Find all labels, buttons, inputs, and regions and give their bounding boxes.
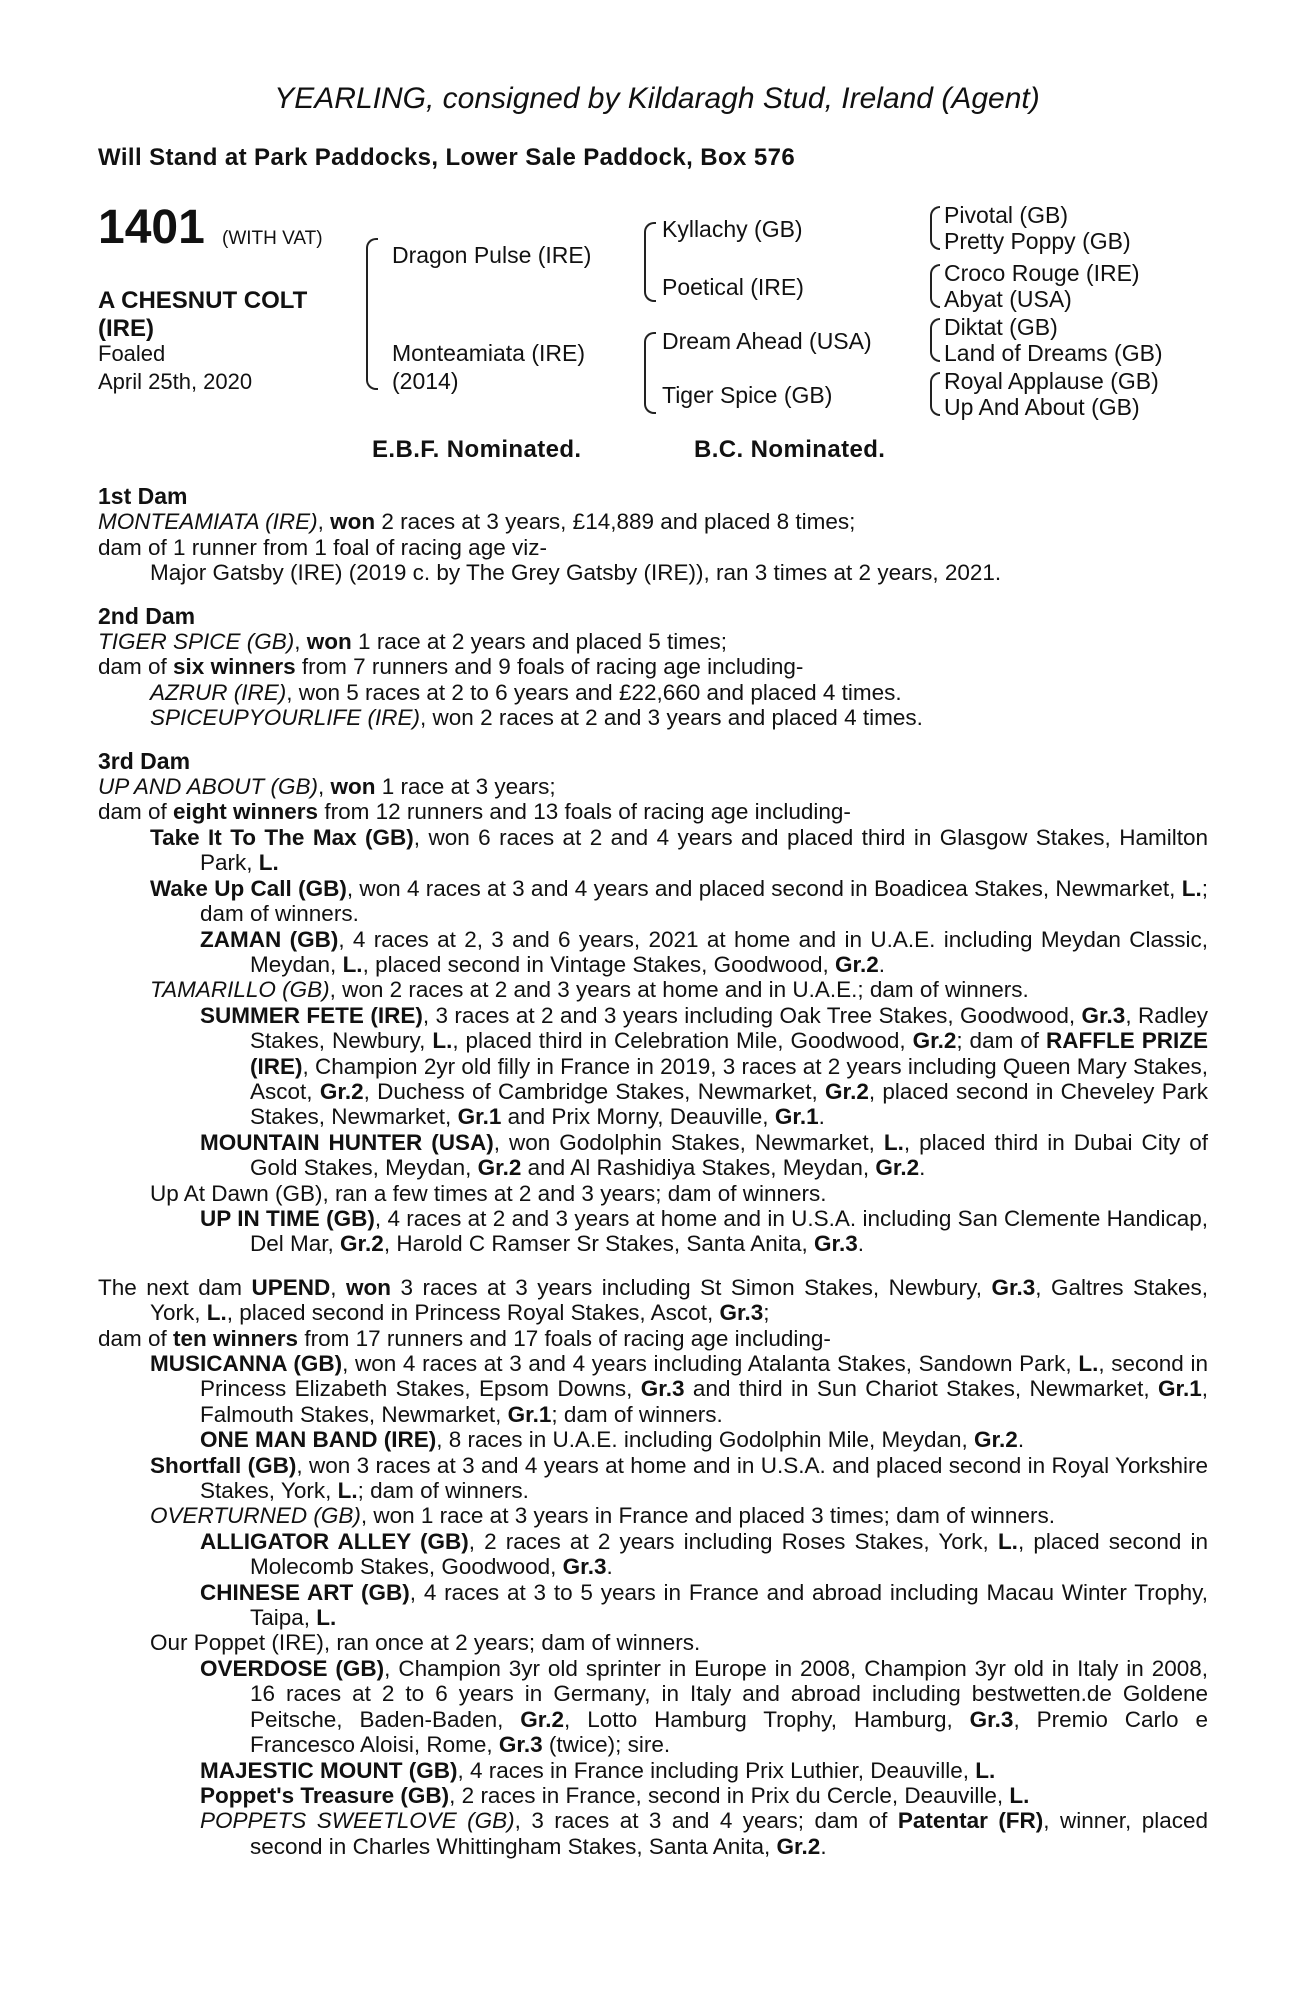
lot-description-line2: (IRE): [98, 315, 154, 342]
dam-produce-summary: dam of eight winners from 12 runners and 13 foals of racing age including-: [98, 799, 851, 825]
pedigree-brace-sire: [644, 222, 656, 302]
pedigree-g6: Land of Dreams (GB): [944, 340, 1163, 366]
list-item: CHINESE ART (GB), 4 races at 3 to 5 years in France and abroad including Macau Winter Trophy, Taipa, L.: [200, 1579, 1208, 1631]
list-item: TAMARILLO (GB), won 2 races at 2 and 3 years at home and in U.A.E.; dam of winners.: [150, 977, 1029, 1003]
pedigree-brace-dam: [644, 332, 656, 414]
list-item: SPICEUPYOURLIFE (IRE), won 2 races at 2 and 3 years and placed 4 times.: [150, 705, 923, 731]
pedigree-g3: Croco Rouge (IRE): [944, 260, 1140, 286]
vat-note: (WITH VAT): [222, 228, 323, 249]
pedigree-brace-main: [366, 238, 378, 390]
pedigree-g4: Abyat (USA): [944, 286, 1072, 312]
section-heading: 1st Dam: [98, 483, 188, 509]
list-item: Up At Dawn (GB), ran a few times at 2 and 3 years; dam of winners.: [150, 1180, 827, 1206]
consignor-header: YEARLING, consigned by Kildaragh Stud, Ireland (Agent): [274, 82, 1040, 115]
produce-record: [98, 484, 1208, 1859]
dam-produce-summary: dam of six winners from 7 runners and 9 foals of racing age including-: [98, 654, 804, 680]
pedigree-g2: Pretty Poppy (GB): [944, 228, 1131, 254]
pedigree-dam: Monteamiata (IRE): [392, 340, 586, 366]
pedigree-brace-g1: [930, 206, 940, 250]
dam-record: TIGER SPICE (GB), won 1 race at 2 years and placed 5 times;: [98, 629, 728, 655]
third-dam-section: [98, 749, 1208, 1257]
pedigree-brace-g4: [930, 372, 940, 416]
list-item: MUSICANNA (GB), won 4 races at 3 and 4 years including Atalanta Stakes, Sandown Park, L., second in Princess Elizabeth Stakes, Epsom Downs, Gr.3 and third in Sun Chariot Stakes, Newmarket, Gr.1, Falmouth Stakes, Newmarket, Gr.1; dam of winners.: [150, 1351, 1208, 1427]
dam-produce-summary: dam of 1 runner from 1 foal of racing age viz-: [98, 534, 547, 560]
list-item: OVERDOSE (GB), Champion 3yr old sprinter in Europe in 2008, Champion 3yr old in Italy in 2008, 16 races at 2 to 6 years in Germany, in Italy and abroad including bestwetten.de Goldene Peitsche, Baden-Baden, Gr.2, Lotto Hamburg Trophy, Hamburg, Gr.3, Premio Carlo e Francesco Aloisi, Rome, Gr.3 (twice); sire.: [200, 1655, 1209, 1758]
horse-name: MONTEAMIATA (IRE): [98, 509, 318, 535]
pedigree-dam-dam: Tiger Spice (GB): [662, 382, 833, 408]
list-item: Poppet's Treasure (GB), 2 races in France, second in Prix du Cercle, Deauville, L.: [200, 1782, 1030, 1808]
dam-record: The next dam UPEND, won 3 races at 3 years including St Simon Stakes, Newbury, Gr.3, Galtres Stakes, York, L., placed second in Princess Royal Stakes, Ascot, Gr.3;: [98, 1274, 1209, 1326]
list-item: Our Poppet (IRE), ran once at 2 years; dam of winners.: [150, 1630, 701, 1656]
pedigree-sire-dam: Poetical (IRE): [662, 274, 804, 300]
list-item: POPPETS SWEETLOVE (GB), 3 races at 3 and 4 years; dam of Patentar (FR), winner, placed second in Charles Whittingham Stakes, Santa Anita, Gr.2.: [200, 1808, 1208, 1859]
list-item: Take It To The Max (GB), won 6 races at 2 and 4 years and placed third in Glasgow Stakes, Hamilton Park, L.: [150, 824, 1208, 876]
foaled-label: Foaled: [98, 341, 166, 366]
ebf-nomination: E.B.F. Nominated.: [372, 436, 582, 463]
list-item: MOUNTAIN HUNTER (USA), won Godolphin Stakes, Newmarket, L., placed third in Dubai City of Gold Stakes, Meydan, Gr.2 and Al Rashidiya Stakes, Meydan, Gr.2.: [200, 1129, 1208, 1181]
list-item: ALLIGATOR ALLEY (GB), 2 races at 2 years including Roses Stakes, York, L., placed second in Molecomb Stakes, Goodwood, Gr.3.: [200, 1528, 1209, 1580]
dam-record: MONTEAMIATA (IRE), won 2 races at 3 years, £14,889 and placed 8 times;: [98, 509, 856, 535]
section-heading: 3rd Dam: [98, 747, 191, 774]
lot-description: [98, 287, 358, 343]
pedigree-g7: Royal Applause (GB): [944, 368, 1159, 394]
list-item: UP IN TIME (GB), 4 races at 2 and 3 years at home and in U.S.A. including San Clemente Handicap, Del Mar, Gr.2, Harold C Ramser Sr Stakes, Santa Anita, Gr.3.: [200, 1205, 1208, 1257]
section-heading: 2nd Dam: [98, 602, 196, 629]
list-item: MAJESTIC MOUNT (GB), 4 races in France including Prix Luthier, Deauville, L.: [200, 1757, 996, 1783]
foaled-date: April 25th, 2020: [98, 369, 253, 394]
pedigree-g8: Up And About (GB): [944, 394, 1140, 420]
won-label: won: [306, 629, 352, 655]
pedigree-sire-sire: Kyllachy (GB): [662, 216, 803, 242]
list-item: ZAMAN (GB), 4 races at 2, 3 and 6 years, 2021 at home and in U.A.E. including Meydan Classic, Meydan, L., placed second in Vintage Stakes, Goodwood, Gr.2.: [200, 926, 1208, 977]
foaled-info: [98, 340, 252, 396]
list-item: AZRUR (IRE), won 5 races at 2 to 6 years and £22,660 and placed 4 times.: [150, 679, 902, 705]
pedigree-dam-sire: Dream Ahead (USA): [662, 328, 872, 354]
pedigree-brace-g3: [930, 318, 940, 362]
list-item: Major Gatsby (IRE) (2019 c. by The Grey Gatsby (IRE)), ran 3 times at 2 years, 2021.: [150, 560, 1002, 586]
second-dam-section: [98, 604, 1208, 731]
horse-name: TIGER SPICE (GB): [98, 629, 295, 655]
stand-location: Will Stand at Park Paddocks, Lower Sale Paddock, Box 576: [98, 144, 796, 171]
pedigree-g1: Pivotal (GB): [944, 202, 1068, 228]
list-item: OVERTURNED (GB), won 1 race at 3 years in France and placed 3 times; dam of winners.: [150, 1503, 1055, 1529]
pedigree-brace-g2: [930, 264, 940, 308]
list-item: Shortfall (GB), won 3 races at 3 and 4 years at home and in U.S.A. and placed second in Royal Yorkshire Stakes, York, L.; dam of winners.: [150, 1452, 1208, 1504]
dam-record: UP AND ABOUT (GB), won 1 race at 3 years;: [98, 774, 556, 800]
won-label: won: [330, 509, 376, 535]
pedigree-g5: Diktat (GB): [944, 314, 1058, 340]
list-item: Wake Up Call (GB), won 4 races at 3 and 4 years and placed second in Boadicea Stakes, Newmarket, L.; dam of winners.: [150, 875, 1208, 927]
bc-nomination: B.C. Nominated.: [694, 436, 886, 463]
dam-produce-summary: dam of ten winners from 17 runners and 17 foals of racing age including-: [98, 1325, 831, 1351]
pedigree-dam-year: (2014): [392, 368, 459, 394]
lot-number: 1401: [98, 201, 205, 254]
list-item: ONE MAN BAND (IRE), 8 races in U.A.E. including Godolphin Mile, Meydan, Gr.2.: [200, 1427, 1025, 1453]
lot-description-line1: A CHESNUT COLT: [98, 287, 308, 314]
fourth-dam-section: [98, 1275, 1208, 1859]
list-item: SUMMER FETE (IRE), 3 races at 2 and 3 years including Oak Tree Stakes, Goodwood, Gr.3, Radley Stakes, Newbury, L., placed third in Celebration Mile, Goodwood, Gr.2; dam of RAFFLE PRIZE (IRE), Champion 2yr old filly in France in 2019, 3 races at 2 years including Queen Mary Stakes, Ascot, Gr.2, Duchess of Cambridge Stakes, Newmarket, Gr.2, placed second in Cheveley Park Stakes, Newmarket, Gr.1 and Prix Morny, Deauville, Gr.1.: [200, 1002, 1209, 1130]
first-dam-section: [98, 484, 1208, 586]
pedigree-sire: Dragon Pulse (IRE): [392, 242, 592, 268]
